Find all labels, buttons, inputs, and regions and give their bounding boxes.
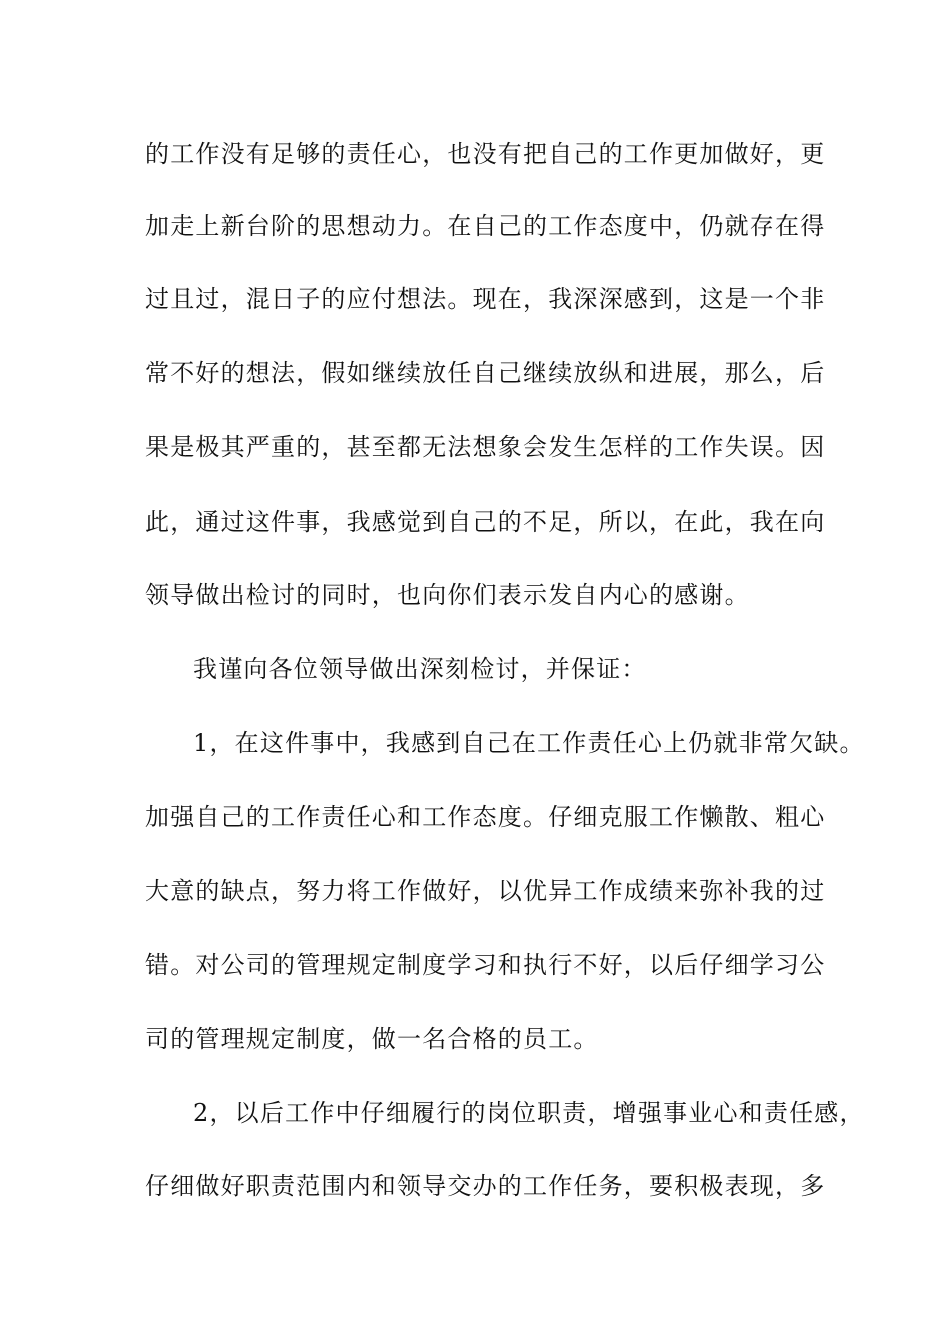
pledge-intro-line: 我谨向各位领导做出深刻检讨，并保证： <box>193 655 647 683</box>
paragraph-line: 大意的缺点，努力将工作做好，以优异工作成绩来弥补我的过 <box>145 877 826 905</box>
pledge-item-2-line: 2，以后工作中仔细履行的岗位职责，增强事业心和责任感， <box>193 1099 865 1127</box>
paragraph-line: 果是极其严重的，甚至都无法想象会发生怎样的工作失误。因 <box>145 433 826 461</box>
paragraph-line: 加走上新台阶的思想动力。在自己的工作态度中，仍就存在得 <box>145 212 826 240</box>
paragraph-line: 仔细做好职责范围内和领导交办的工作任务，要积极表现，多 <box>145 1172 826 1200</box>
paragraph-line: 加强自己的工作责任心和工作态度。仔细克服工作懒散、粗心 <box>145 803 826 831</box>
paragraph-line: 常不好的想法，假如继续放任自己继续放纵和进展，那么，后 <box>145 359 826 387</box>
paragraph-line: 错。对公司的管理规定制度学习和执行不好，以后仔细学习公 <box>145 951 826 979</box>
pledge-item-1-line: 1，在这件事中，我感到自己在工作责任心上仍就非常欠缺。 <box>193 729 865 757</box>
paragraph-line: 此，通过这件事，我感觉到自己的不足，所以，在此，我在向 <box>145 508 826 536</box>
paragraph-line: 司的管理规定制度，做一名合格的员工。 <box>145 1025 599 1053</box>
paragraph-line: 的工作没有足够的责任心，也没有把自己的工作更加做好，更 <box>145 140 826 168</box>
paragraph-line: 过且过，混日子的应付想法。现在，我深深感到，这是一个非 <box>145 285 826 313</box>
paragraph-line: 领导做出检讨的同时，也向你们表示发自内心的感谢。 <box>145 581 750 609</box>
